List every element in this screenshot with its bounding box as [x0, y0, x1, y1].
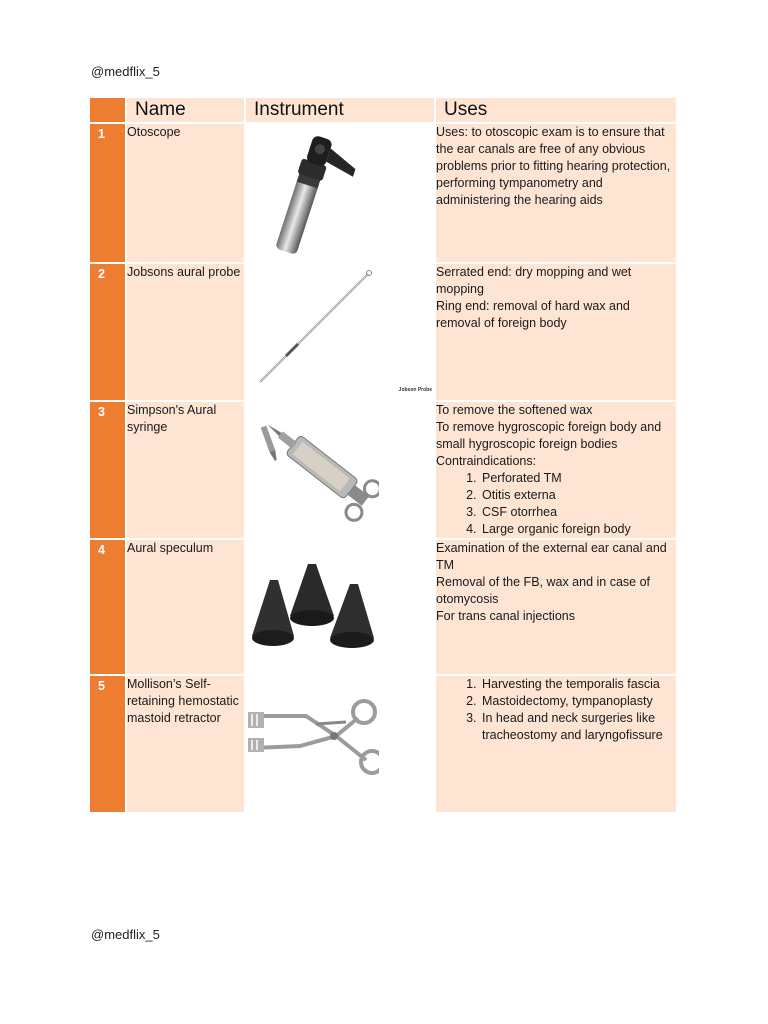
instrument-name: Otoscope	[127, 124, 246, 264]
instrument-image-cell	[246, 540, 381, 676]
list-item: 4. Large organic foreign body	[480, 521, 676, 538]
table-row	[90, 264, 678, 402]
instrument-image-spacer	[381, 540, 436, 676]
instrument-image-cell	[246, 124, 381, 264]
uses-list	[436, 676, 676, 744]
instrument-uses: Serrated end: dry mopping and wet mopping Ring end: removal of hard wax and removal of foreign body	[436, 264, 678, 402]
header-instrument: Instrument	[246, 98, 436, 124]
row-number: 2	[90, 264, 127, 402]
header-note: @medflix_5	[91, 64, 160, 79]
instrument-table	[90, 98, 678, 814]
table-row	[90, 540, 678, 676]
row-number: 3	[90, 402, 127, 540]
header-num-cell	[90, 98, 127, 124]
otoscope-icon	[246, 124, 379, 262]
header-uses: Uses	[436, 98, 678, 124]
instrument-image-spacer	[381, 124, 436, 264]
table-header-row	[90, 98, 678, 124]
list-item: 2. Otitis externa	[480, 487, 676, 504]
instrument-uses	[436, 676, 678, 814]
instrument-image-cell	[246, 402, 381, 540]
table-row	[90, 676, 678, 814]
row-number: 5	[90, 676, 127, 814]
aural-syringe-icon	[246, 402, 379, 538]
table-row	[90, 402, 678, 540]
aural-speculum-icon	[246, 540, 379, 674]
list-item: 2. Mastoidectomy, tympanoplasty	[480, 693, 676, 710]
image-caption: Jobson Probe	[398, 387, 433, 393]
instrument-image-spacer	[381, 402, 436, 540]
table-row	[90, 124, 678, 264]
instrument-name: Simpson's Aural syringe	[127, 402, 246, 540]
list-item: 1. Harvesting the temporalis fascia	[480, 676, 676, 693]
instrument-image-spacer	[381, 676, 436, 814]
instrument-image-cell	[246, 676, 381, 814]
footer-note: @medflix_5	[91, 927, 160, 942]
contraindication-list	[436, 470, 676, 538]
list-item: 3. In head and neck surgeries like tracheostomy and laryngofissure	[480, 710, 676, 744]
mastoid-retractor-icon	[246, 676, 379, 812]
row-number: 4	[90, 540, 127, 676]
list-item: 1. Perforated TM	[480, 470, 676, 487]
header-name: Name	[127, 98, 246, 124]
list-item: 3. CSF otorrhea	[480, 504, 676, 521]
instrument-name: Mollison’s Self-retaining hemostatic mastoid retractor	[127, 676, 246, 814]
instrument-image-cell	[246, 264, 436, 402]
row-number: 1	[90, 124, 127, 264]
instrument-name: Aural speculum	[127, 540, 246, 676]
instrument-uses: Examination of the external ear canal and TM Removal of the FB, wax and in case of otomycosis For trans canal injections	[436, 540, 678, 676]
instrument-name: Jobsons aural probe	[127, 264, 246, 402]
aural-probe-icon	[246, 264, 434, 400]
instrument-uses: Uses: to otoscopic exam is to ensure that the ear canals are free of any obvious problems prior to fitting hearing protection, performing tympanometry and administering the hearing aids	[436, 124, 678, 264]
instrument-uses: To remove the softened wax To remove hygroscopic foreign body and small hygroscopic foreign bodies Contraindications: 1. Perforated TM 2. Otitis externa 3. CSF otorrhea 4. Large organic foreign body	[436, 402, 678, 540]
